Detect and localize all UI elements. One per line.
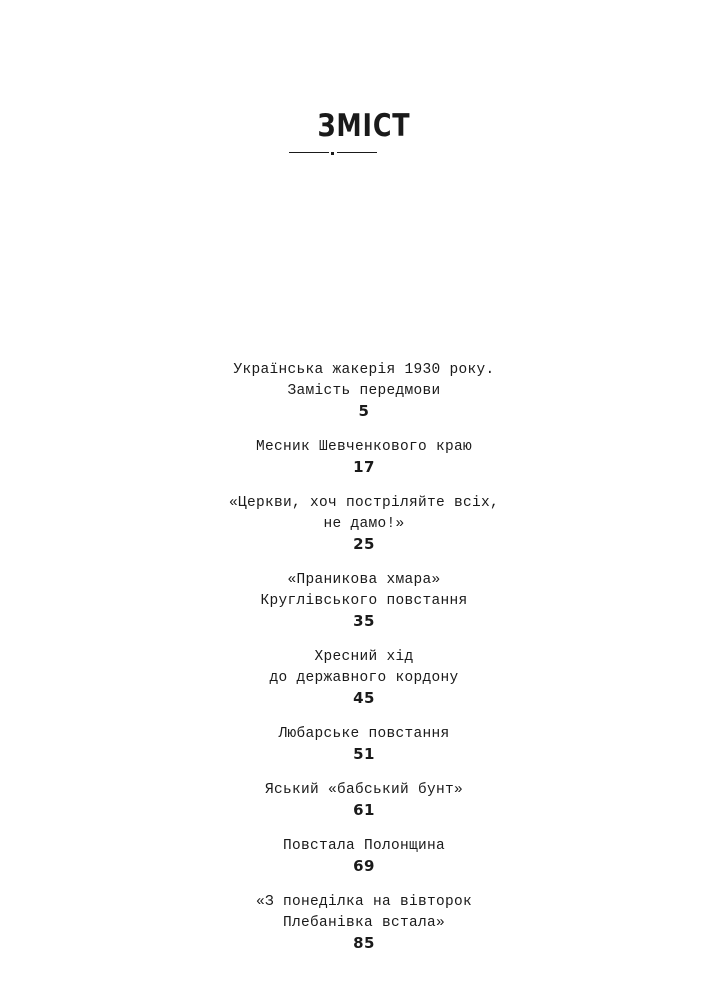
toc-entry-title-line: «З понеділка на вівторок xyxy=(255,894,473,910)
toc-entry[interactable] xyxy=(0,437,728,476)
toc-entry-title-line: Любарське повстання xyxy=(278,726,450,742)
toc-entry-title-line: Яський «бабський бунт» xyxy=(264,782,464,798)
toc-entry-title-line: Хресний хід xyxy=(314,649,414,665)
toc-entry-title-line: Українська жакерія 1930 року. xyxy=(233,362,495,378)
toc-entry-title-line: Замість передмови xyxy=(287,383,441,399)
toc-entry-title-line: до державного кордону xyxy=(269,670,459,686)
toc-entry[interactable] xyxy=(0,647,728,707)
toc-entry[interactable] xyxy=(0,360,728,420)
toc-entry-title-line: Месник Шевченкового краю xyxy=(255,439,473,455)
divider-line-right xyxy=(337,152,377,153)
title-divider xyxy=(289,151,377,155)
divider-line-left xyxy=(289,152,329,153)
toc-entry-title-line: «Церкви, хоч постріляйте всіх, xyxy=(228,495,500,511)
toc-entry-page-number: 61 xyxy=(353,801,375,819)
toc-entry-title-line: «Праникова хмара» xyxy=(287,572,441,588)
toc-entry-title-line: Плебанівка встала» xyxy=(282,915,446,931)
toc-entry-page-number: 45 xyxy=(353,689,375,707)
toc-entry[interactable] xyxy=(0,892,728,952)
toc-entry[interactable] xyxy=(0,493,728,553)
toc-entry-title-line: не дамо!» xyxy=(323,516,405,532)
toc-entry-page-number: 17 xyxy=(353,458,375,476)
divider-dot xyxy=(331,152,334,155)
toc-entry[interactable] xyxy=(0,836,728,875)
toc-entry[interactable] xyxy=(0,724,728,763)
table-of-contents xyxy=(0,360,728,952)
toc-entry-page-number: 51 xyxy=(353,745,375,763)
toc-entry-title-line: Круглівського повстання xyxy=(260,593,468,609)
toc-entry-page-number: 69 xyxy=(353,857,375,875)
toc-entry-page-number: 25 xyxy=(353,535,375,553)
toc-entry[interactable] xyxy=(0,570,728,630)
toc-entry-page-number: 85 xyxy=(353,934,375,952)
page-title: ЗМІСТ xyxy=(317,108,411,144)
toc-entry-page-number: 5 xyxy=(358,402,370,420)
toc-entry-page-number: 35 xyxy=(353,612,375,630)
toc-entry[interactable] xyxy=(0,780,728,819)
toc-entry-title-line: Повстала Полонщина xyxy=(282,838,446,854)
